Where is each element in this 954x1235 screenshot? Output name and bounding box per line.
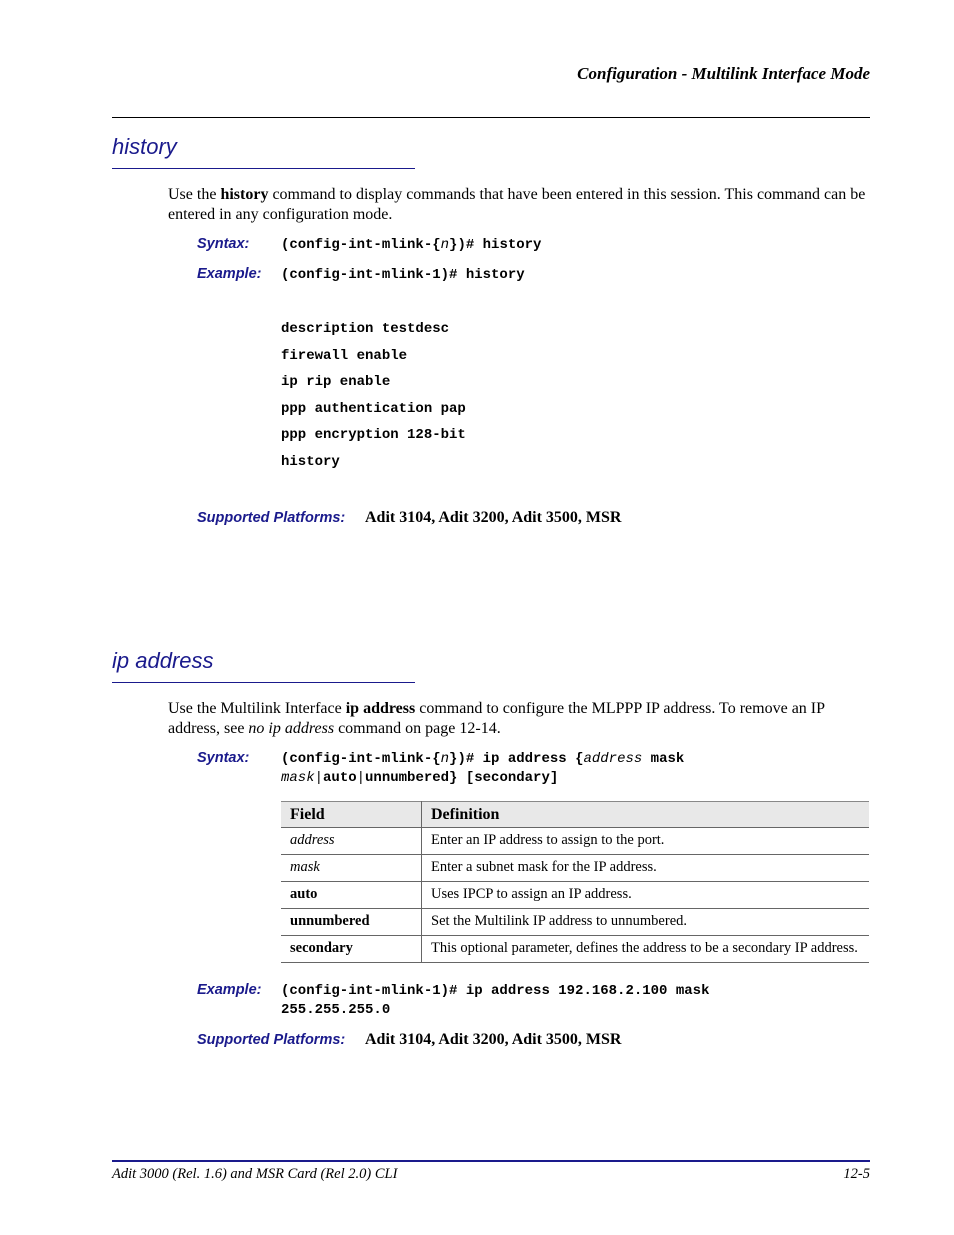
history-syntax — [281, 237, 541, 253]
syntax-variable: mask — [281, 770, 315, 786]
desc-command: history — [220, 186, 269, 203]
history-example: (config-int-mlink-1)# history — [281, 267, 525, 283]
output-line: firewall enable — [281, 348, 408, 364]
syntax-variable: n — [440, 751, 450, 767]
syntax-label: Syntax: — [197, 750, 250, 766]
platforms-label: Supported Platforms: — [197, 1032, 346, 1048]
definition-cell: Enter a subnet mask for the IP address. — [422, 855, 870, 882]
desc-reference: no ip address — [248, 720, 335, 737]
table-row — [281, 882, 869, 909]
desc-text: command to configure the MLPPP IP address. To remove an IP address, see — [168, 700, 825, 737]
table-row — [281, 828, 869, 855]
column-header-field: Field — [281, 802, 422, 828]
syntax-text: (config-int-mlink-{ — [281, 751, 441, 767]
field-cell: mask — [281, 855, 422, 882]
syntax-text: })# history — [449, 237, 542, 253]
syntax-separator: | — [356, 770, 366, 786]
output-line: ppp authentication pap — [281, 401, 466, 417]
ip-example-line-2: 255.255.255.0 — [281, 1002, 391, 1018]
example-label: Example: — [197, 266, 262, 282]
section-rule-history — [112, 168, 415, 169]
syntax-text: })# ip address { — [449, 751, 584, 767]
ip-syntax-line-1 — [281, 751, 684, 767]
syntax-variable: n — [440, 237, 450, 253]
ip-syntax-line-2 — [281, 770, 558, 786]
column-header-definition: Definition — [422, 802, 870, 828]
field-cell: address — [281, 828, 422, 855]
platforms-value: Adit 3104, Adit 3200, Adit 3500, MSR — [365, 1031, 622, 1048]
definition-cell: Uses IPCP to assign an IP address. — [422, 882, 870, 909]
syntax-text: unnumbered} [secondary] — [365, 770, 559, 786]
footer-rule — [112, 1160, 870, 1162]
header-rule — [112, 117, 870, 118]
syntax-separator: | — [314, 770, 324, 786]
field-definition-table — [281, 801, 869, 963]
desc-text: command to display commands that have been entered in this session. This command can be entered in any configuration mode. — [168, 186, 866, 223]
platforms-label: Supported Platforms: — [197, 510, 346, 526]
section-title-history: history — [112, 134, 177, 159]
syntax-variable: address — [583, 751, 643, 767]
output-line: history — [281, 454, 340, 470]
syntax-text: mask — [642, 751, 685, 767]
platforms-value: Adit 3104, Adit 3200, Adit 3500, MSR — [365, 509, 622, 526]
page-number: 12-5 — [843, 1166, 870, 1182]
section-rule-ip-address — [112, 682, 415, 683]
output-line: ppp encryption 128-bit — [281, 427, 466, 443]
desc-text: command on page 12-14. — [334, 720, 501, 737]
desc-command: ip address — [345, 700, 416, 717]
desc-text: Use the — [168, 186, 221, 203]
table-row — [281, 855, 869, 882]
running-header: Configuration - Multilink Interface Mode — [577, 64, 870, 83]
history-description — [168, 185, 870, 225]
syntax-label: Syntax: — [197, 236, 250, 252]
ip-address-description — [168, 699, 870, 739]
section-title-ip-address: ip address — [112, 648, 214, 673]
output-line: ip rip enable — [281, 374, 391, 390]
field-cell: auto — [281, 882, 422, 909]
syntax-text: auto — [323, 770, 357, 786]
output-line: description testdesc — [281, 321, 450, 337]
example-label: Example: — [197, 982, 262, 998]
field-cell: secondary — [281, 936, 422, 963]
table-row — [281, 909, 869, 936]
definition-cell: This optional parameter, defines the address to be a secondary IP address. — [422, 936, 870, 963]
table-row — [281, 936, 869, 963]
ip-example-line-1: (config-int-mlink-1)# ip address 192.168.2.100 mask — [281, 983, 710, 999]
footer-doc-title: Adit 3000 (Rel. 1.6) and MSR Card (Rel 2.0) CLI — [112, 1166, 398, 1182]
table-header-row — [281, 802, 869, 828]
field-cell: unnumbered — [281, 909, 422, 936]
syntax-text: (config-int-mlink-{ — [281, 237, 441, 253]
definition-cell: Set the Multilink IP address to unnumbered. — [422, 909, 870, 936]
definition-cell: Enter an IP address to assign to the port. — [422, 828, 870, 855]
desc-text: Use the Multilink Interface — [168, 700, 346, 717]
